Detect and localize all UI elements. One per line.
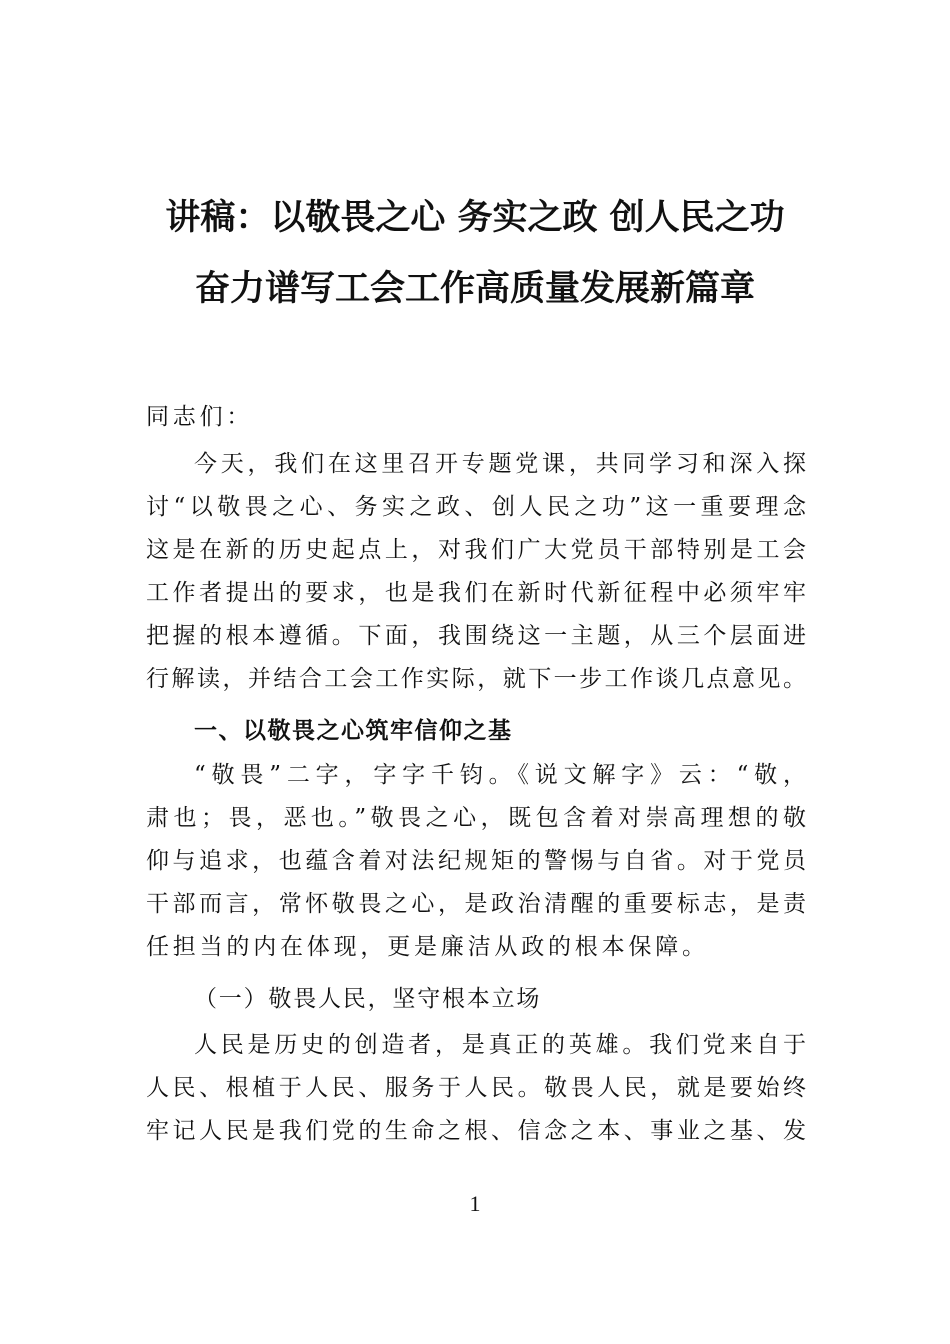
document-title-line-2: 奋力谱写工会工作高质量发展新篇章 <box>194 269 755 309</box>
subsection-line: 人民、根植于人民、服务于人民。敬畏人民，就是要始终 <box>146 1075 806 1101</box>
section-line: “敬畏”二字，字字千钧。《说文解字》云：“敬， <box>194 762 806 788</box>
subsection-line: 人民是历史的创造者，是真正的英雄。我们党来自于 <box>194 1032 806 1058</box>
section-line: 肃也；畏，恶也。”敬畏之心，既包含着对崇高理想的敬 <box>146 805 806 831</box>
intro-line: 行解读，并结合工会工作实际，就下一步工作谈几点意见。 <box>146 666 806 692</box>
page-number: 1 <box>469 1191 481 1216</box>
intro-line: 把握的根本遵循。下面，我围绕这一主题，从三个层面进 <box>146 623 806 649</box>
section-line: 仰与追求，也蕴含着对法纪规矩的警惕与自省。对于党员 <box>146 848 806 874</box>
salutation: 同志们： <box>146 404 254 430</box>
document-title-line-1: 讲稿：以敬畏之心 务实之政 创人民之功 <box>165 198 785 238</box>
section-line: 干部而言，常怀敬畏之心，是政治清醒的重要标志，是责 <box>146 891 806 917</box>
intro-line: 讨“以敬畏之心、务实之政、创人民之功”这一重要理念 <box>146 494 806 520</box>
section-line: 任担当的内在体现，更是廉洁从政的根本保障。 <box>146 934 709 960</box>
intro-line: 今天，我们在这里召开专题党课，共同学习和深入探 <box>194 451 806 477</box>
subsection-line: 牢记人民是我们党的生命之根、信念之本、事业之基、发 <box>146 1118 806 1144</box>
intro-line: 工作者提出的要求，也是我们在新时代新征程中必须牢牢 <box>146 580 806 606</box>
section-heading: 一、以敬畏之心筑牢信仰之基 <box>194 718 513 744</box>
intro-line: 这是在新的历史起点上，对我们广大党员干部特别是工会 <box>146 537 806 563</box>
subsection-heading: （一）敬畏人民，坚守根本立场 <box>194 986 542 1012</box>
